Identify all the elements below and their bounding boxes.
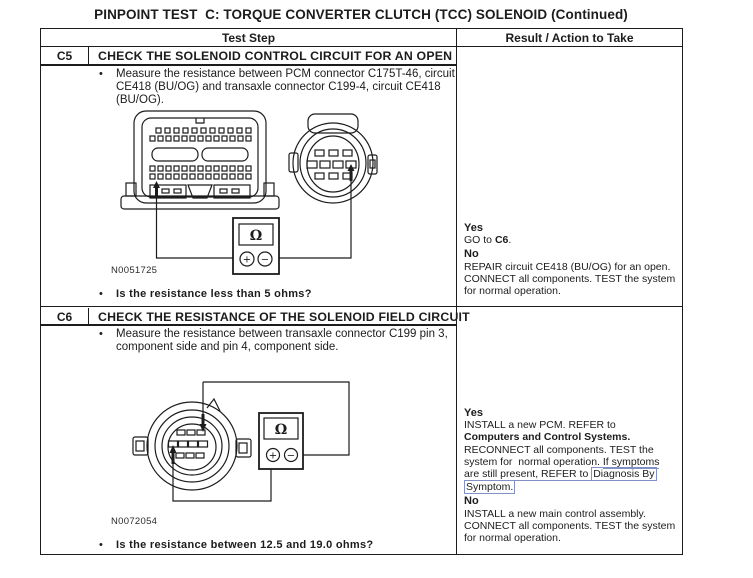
- question-c5: [99, 288, 473, 301]
- result-yes-line5: [464, 468, 685, 480]
- symptom-link-part1[interactable]: If symptoms: [602, 455, 660, 468]
- yes-action-text: GO to: [464, 234, 495, 247]
- result-no-action-c6: INSTALL a new main control assembly. CONNECT all components. TEST the system for normal operation.: [464, 507, 676, 545]
- result-c6: [464, 407, 685, 544]
- pcm-pins-bottom: [150, 166, 251, 179]
- result-no-label-c5: No: [464, 248, 479, 261]
- step-title-c6: CHECK THE RESISTANCE OF THE SOLENOID FIELD CIRCUIT: [98, 309, 470, 324]
- header-bottom-border: [41, 46, 682, 47]
- result-yes-line3: RECONNECT all components. TEST the: [464, 443, 654, 456]
- instruction-text-c5: Measure the resistance between PCM connector C175T-46, circuit CE418 (BU/OG) and transaxle connector C199-4, circuit CE418 (BU/OG).: [116, 68, 455, 106]
- step-title-underline-c5: [41, 64, 457, 66]
- result-yes-action-c5: [464, 234, 685, 246]
- figure-c5-resistance-check: [96, 106, 396, 281]
- step-title-underline-c6: [41, 324, 457, 326]
- ohmmeter: [259, 413, 303, 469]
- plus-terminal: +: [268, 450, 278, 462]
- transaxle-connector-component-side: [133, 399, 251, 490]
- page-title: PINPOINT TEST C: TORQUE CONVERTER CLUTCH (TCC) SOLENOID (Continued): [94, 7, 628, 22]
- result-c5: [464, 222, 685, 297]
- pcm-connector: [121, 111, 279, 209]
- result-yes-label-c6: Yes: [464, 407, 483, 419]
- ohmmeter: [233, 218, 279, 274]
- step-title-c5: CHECK THE SOLENOID CONTROL CIRCUIT FOR AN OPEN: [98, 48, 453, 63]
- question-text-c6: Is the resistance between 12.5 and 19.0 ohms?: [116, 539, 374, 551]
- step-id-c5: C5: [41, 47, 89, 64]
- question-text-c5: Is the resistance less than 5 ohms?: [116, 288, 312, 300]
- instruction-text-c6: Measure the resistance between transaxle connector C199 pin 3, component side and pin 4, component side.: [116, 328, 448, 353]
- result-yes-label-c5: Yes: [464, 222, 483, 234]
- step-reference[interactable]: C6: [494, 234, 509, 247]
- column-header-test-step: Test Step: [221, 31, 276, 45]
- figure-label-c6: N0072054: [111, 516, 158, 527]
- pinpoint-test-table: [40, 28, 683, 555]
- result-yes-line1: INSTALL a new PCM. REFER to: [464, 419, 616, 432]
- diagnosis-by-symptom-link-wrap[interactable]: Symptom.: [466, 481, 514, 494]
- bullet-icon: •: [99, 288, 103, 300]
- column-header-result: Result / Action to Take: [505, 31, 634, 45]
- result-yes-line6: [464, 481, 685, 493]
- ohmmeter-display: Ω: [274, 422, 288, 438]
- result-yes-line2-manual-ref: Computers and Control Systems.: [464, 431, 631, 444]
- symptom-link-part2[interactable]: are still present, REFER to: [464, 468, 592, 481]
- bullet-icon: •: [99, 328, 103, 340]
- ohmmeter-display: Ω: [249, 228, 263, 244]
- figure-label-c5: N0051725: [111, 265, 158, 276]
- result-no-label-c6: No: [464, 495, 479, 508]
- instruction-c6: [99, 328, 473, 354]
- row-divider: [41, 306, 682, 307]
- yes-action-text-end: .: [508, 234, 512, 247]
- step-id-c6: C6: [41, 308, 89, 325]
- minus-terminal: −: [260, 254, 270, 266]
- diagnosis-by-symptom-link[interactable]: Diagnosis By: [593, 468, 655, 481]
- plus-terminal: +: [242, 254, 252, 266]
- bullet-icon: •: [99, 539, 103, 551]
- instruction-c5: [99, 68, 473, 107]
- minus-terminal: −: [286, 450, 296, 462]
- yes-line4-text: system for normal operation.: [464, 455, 603, 468]
- transaxle-connector: [289, 114, 377, 203]
- result-no-action-c5: REPAIR circuit CE418 (BU/OG) for an open. CONNECT all components. TEST the system for normal operation.: [464, 260, 676, 298]
- question-c6: [99, 539, 473, 552]
- figure-c6-field-circuit-check: [101, 366, 391, 526]
- bullet-icon: •: [99, 68, 103, 80]
- pcm-pins-top: [150, 128, 251, 141]
